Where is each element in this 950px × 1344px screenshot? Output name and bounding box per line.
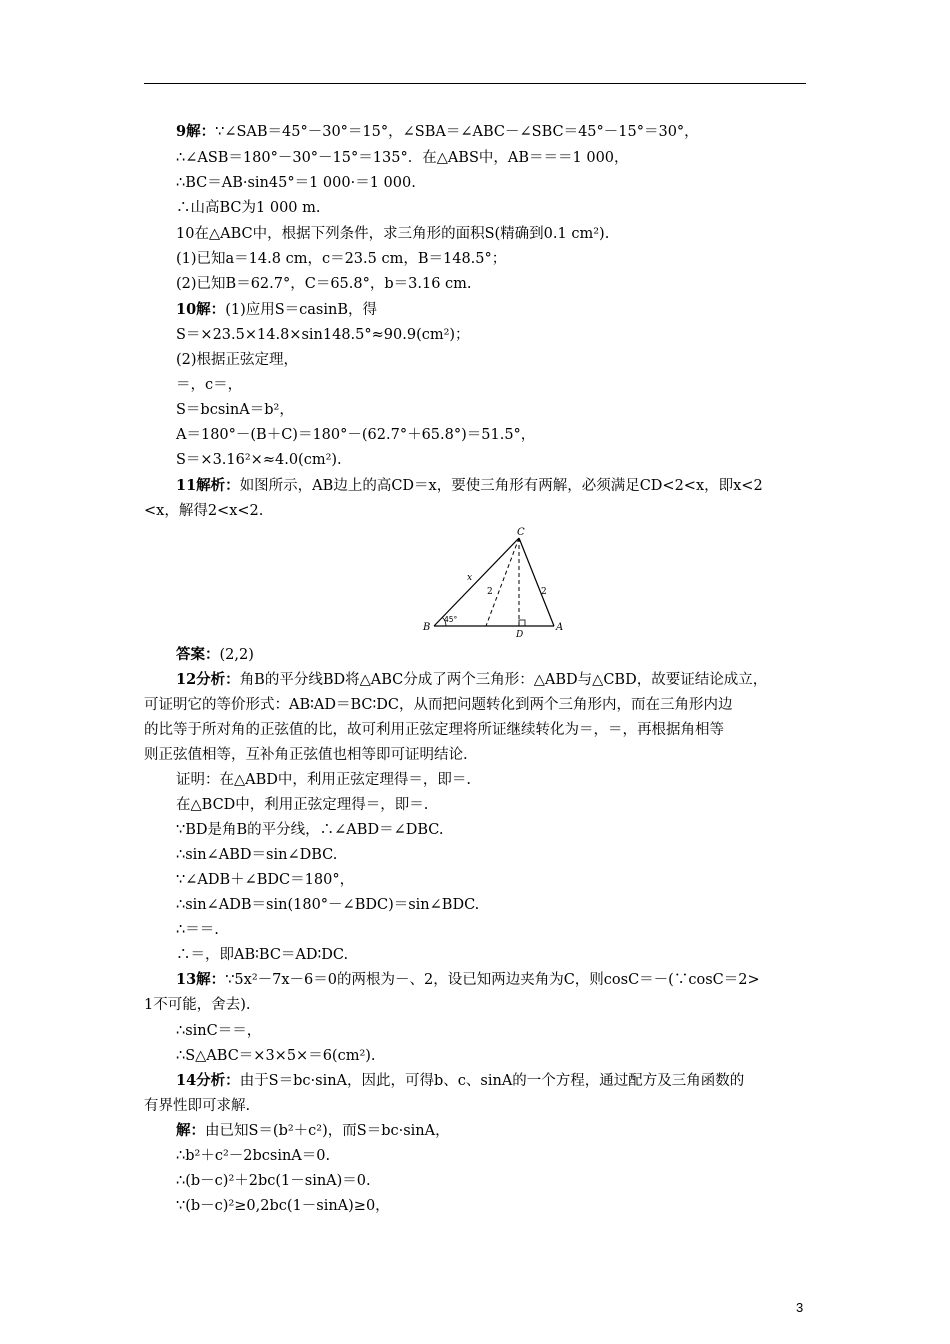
text-line: S＝×23.5×14.8×sin148.5°≈90.9(cm²)； (176, 327, 470, 343)
text-line: ∴sin∠ADB＝sin(180°－∠BDC)＝sin∠BDC. (176, 897, 480, 913)
text-line: (1)已知a＝14.8 cm，c＝23.5 cm，B＝148.5°； (176, 251, 507, 267)
text-line: S＝bcsinA＝b²， (176, 402, 294, 418)
side-ca (519, 538, 554, 626)
text-line: ∴∠ASB＝180°－30°－15°＝135°．在△ABS中，AB＝＝＝1 000， (176, 150, 629, 166)
dashed-side (486, 538, 519, 626)
text-line: 答案：(2,2) (176, 646, 254, 663)
text-line: ∵BD是角B的平分线，∴∠ABD＝∠DBC. (176, 822, 444, 838)
text-line: 14分析：由于S＝bc·sinA，因此，可得b、c、sinA的一个方程，通过配方及三角函数的 (176, 1072, 745, 1089)
text-line: S＝×3.16²×≈4.0(cm²). (176, 452, 342, 468)
page-number: 3 (796, 1300, 804, 1315)
text-line: ∵(b－c)²≥0,2bc(1－sinA)≥0， (176, 1198, 390, 1214)
text-line: 的比等于所对角的正弦值的比，故可利用正弦定理将所证继续转化为＝，＝，再根据角相等 (144, 722, 724, 738)
text-line: 解：由已知S＝(b²＋c²)，而S＝bc·sinA， (176, 1122, 450, 1139)
label-angle-45: 45° (444, 615, 458, 624)
label-2-outer: 2 (541, 587, 547, 597)
text-line: 11解析：如图所示，AB边上的高CD＝x，要使三角形有两解，必须满足CD<2<x，即x<2 (176, 477, 763, 494)
text-line: ∵∠ADB＋∠BDC＝180°， (176, 872, 355, 888)
text-line: 证明：在△ABD中，利用正弦定理得＝，即＝. (176, 772, 472, 788)
text-line: 10解：(1)应用S＝casinB，得 (176, 301, 377, 318)
text-line: A＝180°－(B＋C)＝180°－(62.7°＋65.8°)＝51.5°， (176, 427, 536, 443)
text-line: ∴sin∠ABD＝sin∠DBC. (176, 847, 338, 863)
text-line: (2)已知B＝62.7°，C＝65.8°，b＝3.16 cm. (176, 276, 472, 292)
header-rule (144, 83, 806, 84)
label-2-inner: 2 (487, 587, 493, 597)
text-line: 在△BCD中，利用正弦定理得＝，即＝. (176, 797, 429, 813)
side-bc (434, 538, 519, 626)
text-line: 13解：∵5x²－7x－6＝0的两根为－、2，设已知两边夹角为C，则cosC＝－(∵cosC＝2> (176, 971, 760, 988)
label-a: A (556, 622, 564, 633)
label-b: B (423, 622, 431, 633)
text-line: ∴b²＋c²－2bcsinA＝0. (176, 1148, 331, 1164)
label-c: C (517, 527, 525, 538)
text-line: <x，解得2<x<2. (144, 503, 264, 519)
text-line: ∴S△ABC＝×3×5×＝6(cm²). (176, 1048, 376, 1064)
right-angle-mark (519, 620, 525, 626)
text-line: ＝，c＝， (176, 377, 243, 393)
text-line: 12分析：角B的平分线BD将△ABC分成了两个三角形：△ABD与△CBD，故要证结论成立， (176, 671, 768, 688)
text-line: 1不可能，舍去). (144, 997, 251, 1013)
text-line: ∴BC＝AB·sin45°＝1 000·＝1 000. (176, 175, 416, 191)
text-line: 10在△ABC中，根据下列条件，求三角形的面积S(精确到0.1 cm²). (176, 226, 610, 242)
text-line: 可证明它的等价形式：AB∶AD＝BC∶DC，从而把问题转化到两个三角形内，而在三角形内边 (144, 697, 733, 713)
triangle-figure (420, 524, 570, 639)
text-line: ∴(b－c)²＋2bc(1－sinA)＝0. (176, 1173, 371, 1189)
text-line: ∴＝＝. (176, 922, 219, 938)
label-d: D (516, 630, 524, 639)
text-line: 9解：∵∠SAB＝45°－30°＝15°，∠SBA＝∠ABC－∠SBC＝45°－15°＝30°， (176, 123, 699, 140)
text-line: ∴＝，即AB∶BC＝AD∶DC. (176, 947, 349, 963)
text-line: 则正弦值相等，互补角正弦值也相等即可证明结论. (144, 747, 468, 763)
text-line: 有界性即可求解. (144, 1098, 251, 1114)
text-line: (2)根据正弦定理， (176, 352, 299, 368)
text-line: ∴sinC＝＝， (176, 1023, 262, 1039)
label-x: x (467, 573, 473, 583)
text-line: ∴山高BC为1 000 m. (176, 200, 321, 216)
